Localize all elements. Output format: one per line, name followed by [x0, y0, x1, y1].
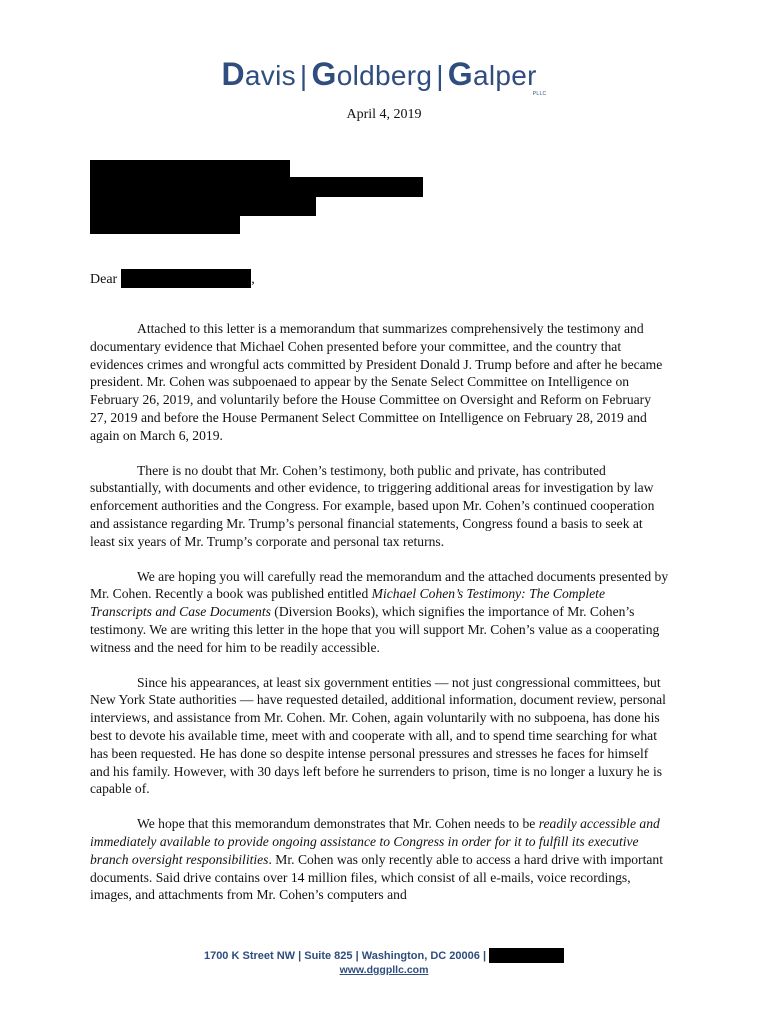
- letterhead-logo: [0, 56, 768, 97]
- logo-text-galper: alper: [473, 60, 537, 91]
- redacted-address-line-1: [90, 160, 290, 178]
- redacted-recipient-name: [121, 269, 251, 288]
- logo-text-goldberg: oldberg: [336, 60, 433, 91]
- redacted-phone: [489, 948, 564, 963]
- paragraph-5-text-a: We hope that this memorandum demonstrates that Mr. Cohen needs to be: [137, 816, 539, 832]
- footer-address: 1700 K Street NW | Suite 825 | Washington, DC 20006 |: [203, 950, 487, 962]
- paragraph-5: [90, 815, 670, 904]
- logo-initial-g2: G: [447, 56, 473, 92]
- paragraph-4: Since his appearances, at least six government entities — not just congressional committees, but New York State authorities — have requested detailed, additional information, document review, personal interviews, and assistance from Mr. Cohen. Mr. Cohen, again voluntarily with no subpoena, has done his best to devote his available time, meet with and cooperate with all, and to spend time searching for what has been requested. He has done so despite intense personal pressures and stresses he faces for himself and his family. However, with 30 days left before he surrenders to prison, time is no longer a luxury he is capable of.: [90, 674, 666, 797]
- redacted-address-line-2: [90, 177, 423, 197]
- paragraph-1: Attached to this letter is a memorandum that summarizes comprehensively the testimony and documentary evidence that Michael Cohen presented before your committee, and the country that evidences crimes and wrongful acts committed by President Donald J. Trump before and after he became president. Mr. Cohen was subpoenaed to appear by the Senate Select Committee on Intelligence on February 26, 2019, and voluntarily before the House Committee on Oversight and Reform on February 27, 2019 and before the House Permanent Select Committee on Intelligence on February 28, 2019 and again on March 6, 2019.: [90, 321, 663, 443]
- logo-text-davis: avis: [244, 60, 296, 91]
- paragraph-3-text-a: We are hoping you will carefully read the memorandum and the attached documents presented by Mr. Cohen. Recently a book was published entitled: [90, 568, 669, 602]
- footer-website-link[interactable]: www.dggpllc.com: [339, 964, 429, 976]
- salutation: [90, 269, 255, 288]
- paragraph-5-emphasis: readily accessible and immediately available to provide ongoing assistance to Congress in order for it to fulfill its executive branch oversight responsibilities: [90, 816, 660, 867]
- paragraph-2: There is no doubt that Mr. Cohen’s testimony, both public and private, has contributed substantially, with documents and other evidence, to triggering additional areas for investigation by law enforcement authorities and the Congress. For example, based upon Mr. Cohen’s continued cooperation and assistance regarding Mr. Trump’s personal financial statements, Congress found a basis to seek at least six years of Mr. Trump’s corporate and personal tax returns.: [90, 462, 655, 549]
- letter-footer: [0, 948, 768, 976]
- redacted-address-line-4: [90, 215, 240, 234]
- paragraph-3: [90, 568, 670, 657]
- logo-initial-d: D: [221, 56, 245, 92]
- letter-body: [90, 320, 670, 921]
- logo-pllc: PLLC: [532, 91, 547, 97]
- salutation-suffix: ,: [251, 272, 255, 287]
- redacted-address-line-3: [90, 196, 316, 216]
- salutation-prefix: Dear: [90, 272, 118, 287]
- book-title: Michael Cohen’s Testimony: The Complete Transcripts and Case Documents: [90, 586, 605, 620]
- logo-separator: |: [436, 60, 444, 91]
- logo-separator: |: [299, 60, 308, 91]
- paragraph-5-text-b: . Mr. Cohen was only recently able to access a hard drive with important documents. Said drive contains over 14 million files, which consist of all e-mails, voice recordings, images, and attachments from Mr. Cohen’s computers and: [90, 851, 663, 903]
- logo-initial-g1: G: [311, 56, 337, 92]
- paragraph-3-text-b: (Diversion Books), which signifies the importance of Mr. Cohen’s testimony. We are writing this letter in the hope that you will support Mr. Cohen’s value as a cooperating witness and the need for him to be readily accessible.: [90, 604, 660, 655]
- letter-date: April 4, 2019: [346, 107, 422, 122]
